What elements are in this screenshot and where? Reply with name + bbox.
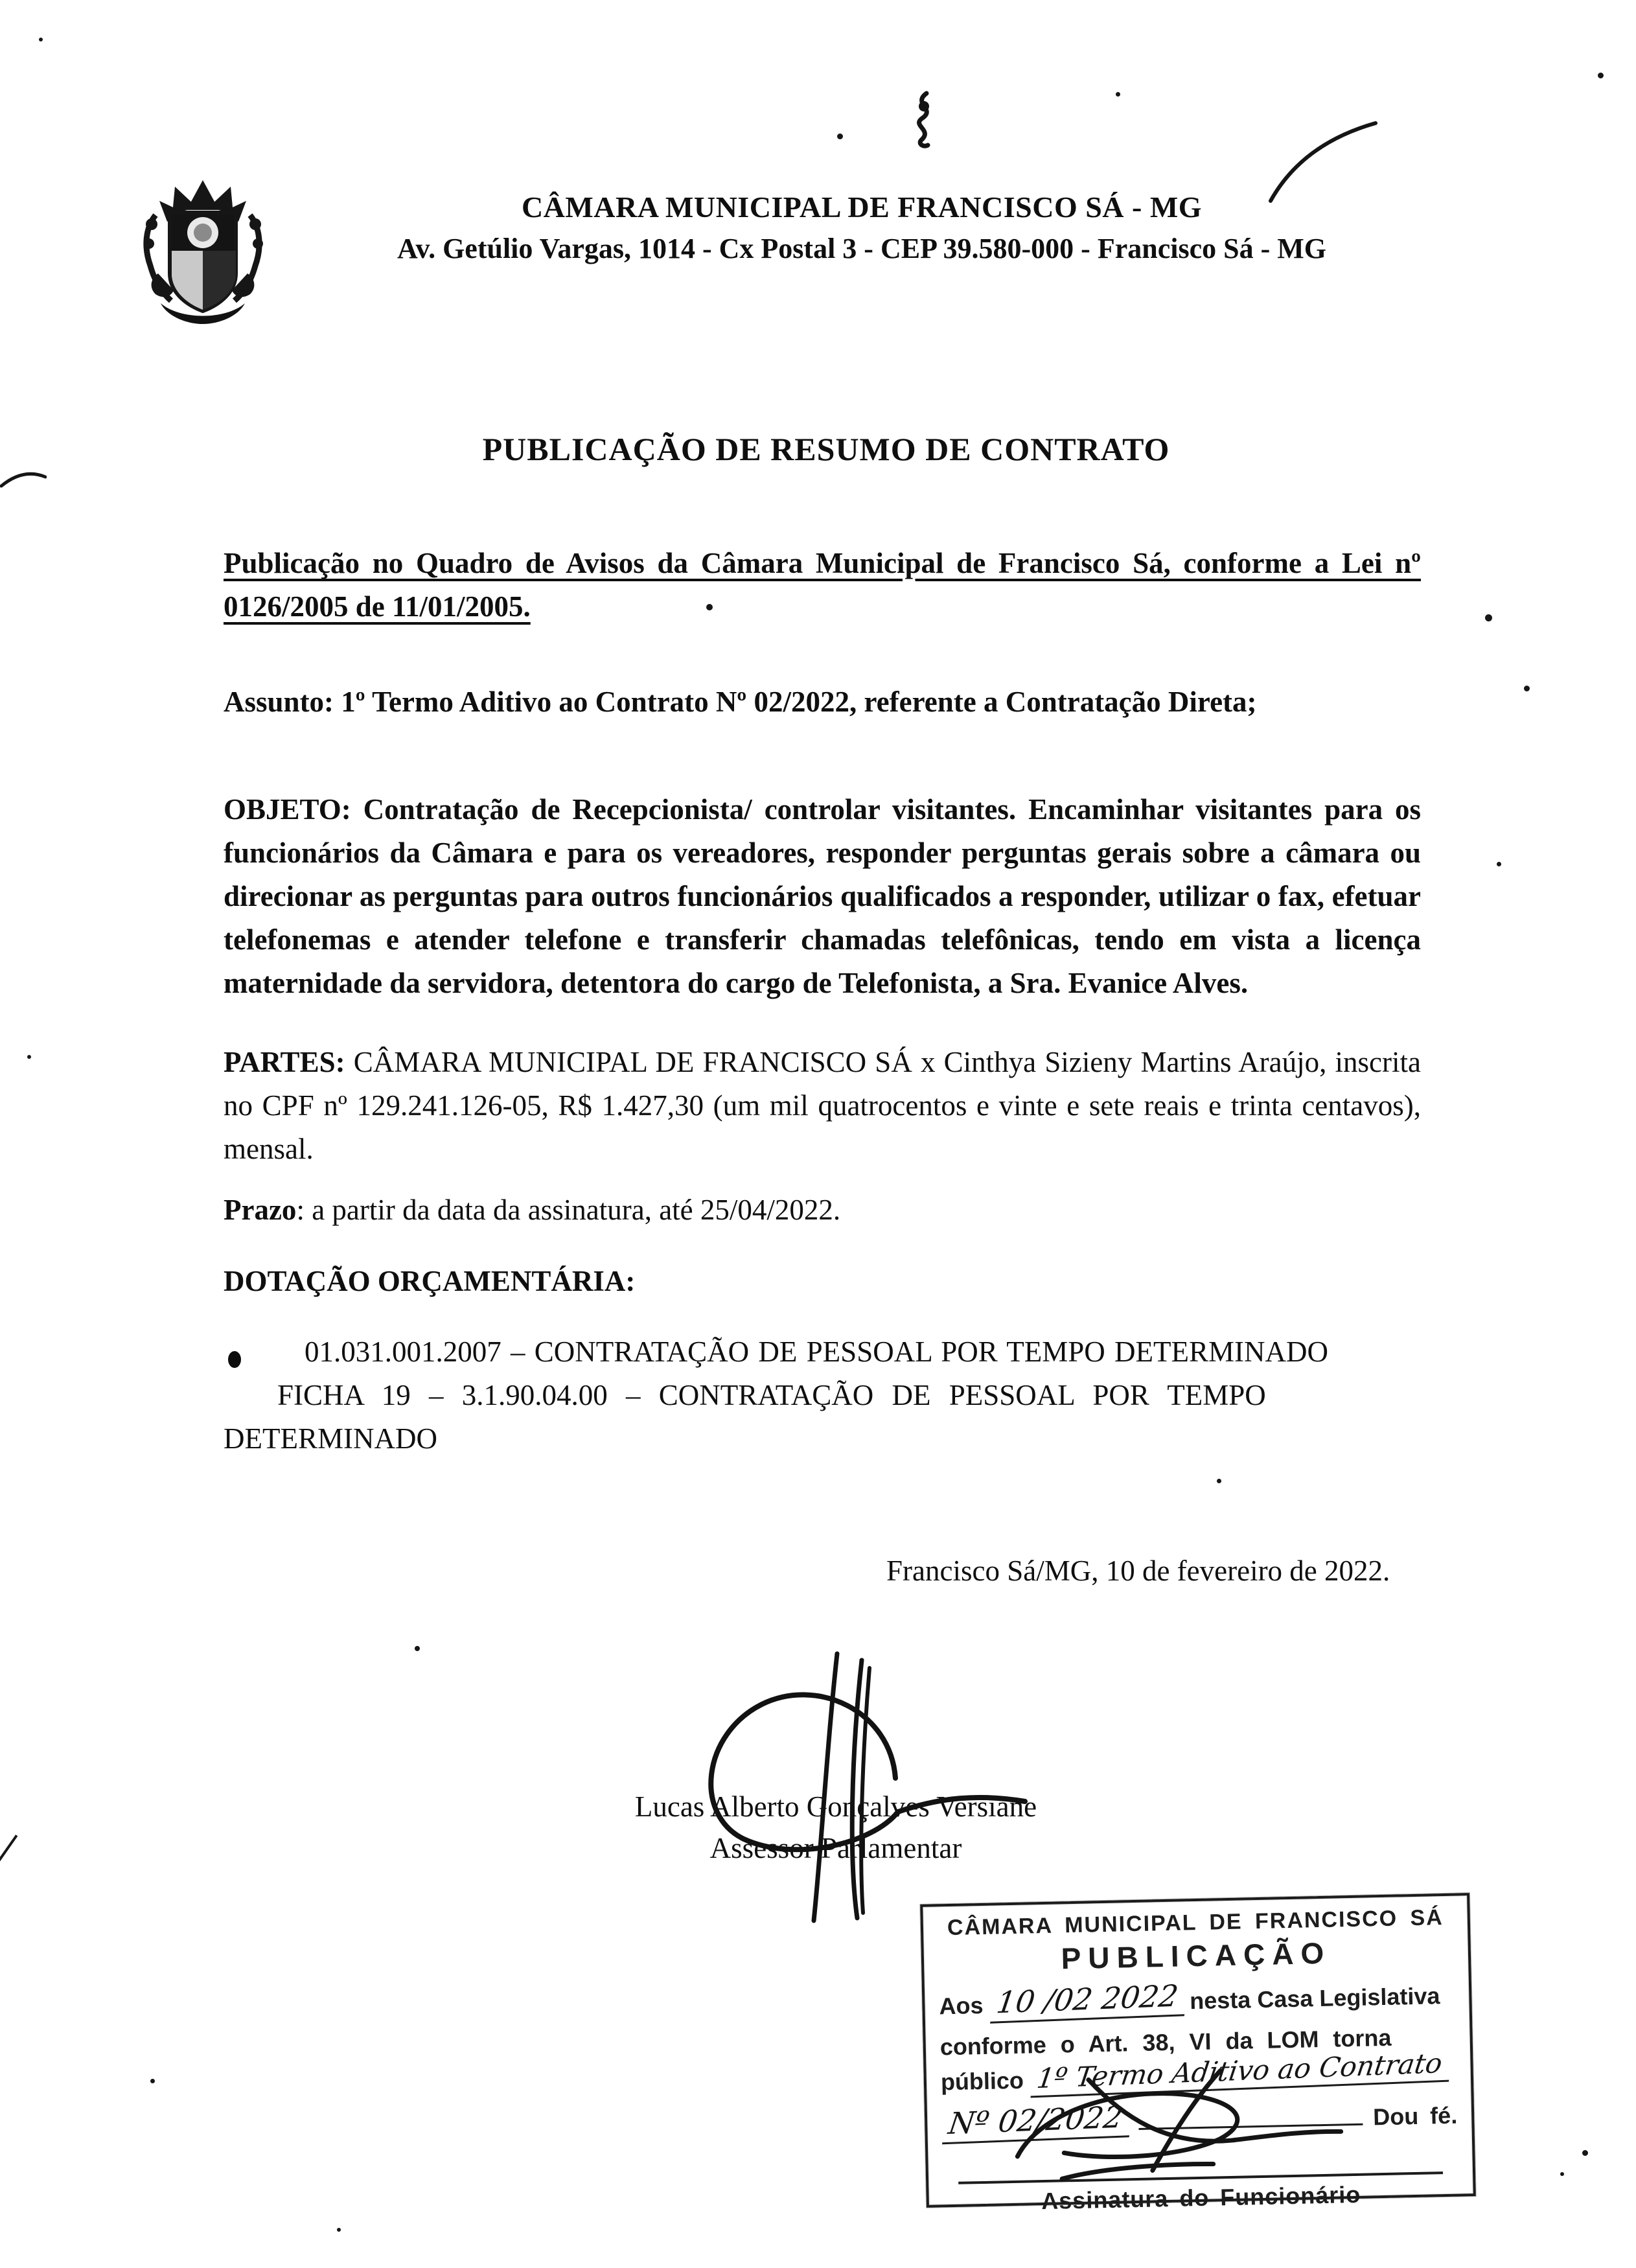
scan-stray-stroke — [0, 1834, 17, 1862]
stamp-publico-prefix: público — [940, 2066, 1024, 2096]
scan-speck — [1598, 73, 1604, 78]
stamp-date-handwritten: 10 /02 2022 — [990, 1978, 1190, 2024]
scan-speck — [1560, 2172, 1564, 2176]
dotacao-item-line-1: 01.031.001.2007 – CONTRATAÇÃO DE PESSOAL POR TEMPO DETERMINADO — [305, 1336, 1328, 1368]
stamp-signature-caption: Assinatura do Funcionário — [1041, 2181, 1361, 2215]
dotacao-item-line-2: FICHA 19 – 3.1.90.04.00 – CONTRATAÇÃO DE PESSOAL POR TEMPO — [277, 1379, 1266, 1411]
scan-speck — [1116, 92, 1120, 97]
stamp-handwritten-signature — [997, 2052, 1350, 2189]
publication-stamp — [920, 1893, 1476, 2215]
scan-speck — [1485, 614, 1492, 621]
bullet-dot-icon — [228, 1351, 241, 1368]
scan-speck — [837, 133, 843, 139]
scan-speck — [706, 604, 713, 610]
signer-name: Lucas Alberto Gonçalves Versiane — [634, 1790, 1037, 1823]
date-line: Francisco Sá/MG, 10 de fevereiro de 2022. — [886, 1555, 1390, 1587]
objeto-paragraph: OBJETO: Contratação de Recepcionista/ controlar visitantes. Encaminhar visitantes para os funcionários da Câmara e para os vereadores, responder perguntas gerais sobre a câmara ou direcionar as perguntas para outros funcionários qualificados a responder, utilizar o fax, efetuar telefonemas e atender telefone e transferir chamadas telefônicas, tendo em vista a licença maternidade da servidora, detentora do cargo de Telefonista, a Sra. Evanice Alves. — [224, 793, 1421, 999]
scan-speck — [337, 2228, 341, 2232]
prazo-line — [224, 1188, 1421, 1232]
scan-speck — [1217, 1479, 1221, 1483]
prazo-label: Prazo — [224, 1194, 297, 1226]
scan-speck — [1582, 2150, 1588, 2156]
stamp-org-name: CÂMARA MUNICIPAL DE FRANCISCO SÁ — [947, 1905, 1444, 1941]
scan-speck — [1524, 686, 1530, 691]
dotacao-heading: DOTAÇÃO ORÇAMENTÁRIA: — [224, 1265, 636, 1297]
scan-left-curve — [0, 464, 47, 492]
stamp-publico-handwritten: 1º Termo Aditivo ao Contrato — [1030, 2047, 1453, 2098]
stamp-aos-prefix: Aos — [939, 1991, 984, 2020]
scan-speck — [27, 1055, 31, 1059]
document-title: PUBLICAÇÃO DE RESUMO DE CONTRATO — [482, 431, 1170, 467]
organization-name: CÂMARA MUNICIPAL DE FRANCISCO SÁ - MG — [521, 191, 1203, 224]
stamp-signature-scribble-icon — [997, 2052, 1350, 2189]
stamp-numero-handwritten: Nº 02/2022 — [942, 2099, 1134, 2144]
scan-speck — [39, 38, 43, 41]
prazo-text: : a partir da data da assinatura, até 25/04/2022. — [296, 1194, 841, 1226]
scan-pen-stroke — [1267, 118, 1380, 205]
scan-ink-squiggle — [904, 88, 945, 150]
assunto-line: Assunto: 1º Termo Aditivo ao Contrato Nº 02/2022, referente a Contratação Direta; — [224, 686, 1257, 718]
stamp-date-row — [939, 1976, 1455, 2025]
partes-text: CÂMARA MUNICIPAL DE FRANCISCO SÁ x Cinthya Sizieny Martins Araújo, inscrita no CPF nº 129.241.126-05, R$ 1.427,30 (um mil quatrocentos e vinte e sete reais e trinta centavos), mensal. — [224, 1046, 1421, 1165]
scan-speck — [150, 2079, 155, 2083]
stamp-conforme-text: conforme o Art. 38, VI da LOM torna — [939, 2024, 1392, 2061]
partes-label: PARTES: — [224, 1046, 345, 1078]
organization-address: Av. Getúlio Vargas, 1014 - Cx Postal 3 - CEP 39.580-000 - Francisco Sá - MG — [397, 233, 1326, 264]
stamp-aos-suffix: nesta Casa Legislativa — [1189, 1982, 1440, 2015]
signer-role: Assessor Parlamentar — [709, 1832, 962, 1864]
stamp-title: PUBLICAÇÃO — [1061, 1936, 1331, 1976]
scan-speck — [1497, 862, 1501, 866]
partes-paragraph — [224, 1041, 1421, 1171]
dotacao-item-line-3: DETERMINADO — [224, 1422, 437, 1455]
signature-scribble-icon — [667, 1651, 1030, 1923]
handwritten-signature — [667, 1651, 1030, 1923]
scan-speck — [415, 1646, 420, 1651]
stamp-dou-fe: Dou fé. — [1372, 2101, 1458, 2131]
intro-paragraph: Publicação no Quadro de Avisos da Câmara Municipal de Francisco Sá, conforme a Lei nº 0126/2005 de 11/01/2005. — [224, 547, 1421, 623]
